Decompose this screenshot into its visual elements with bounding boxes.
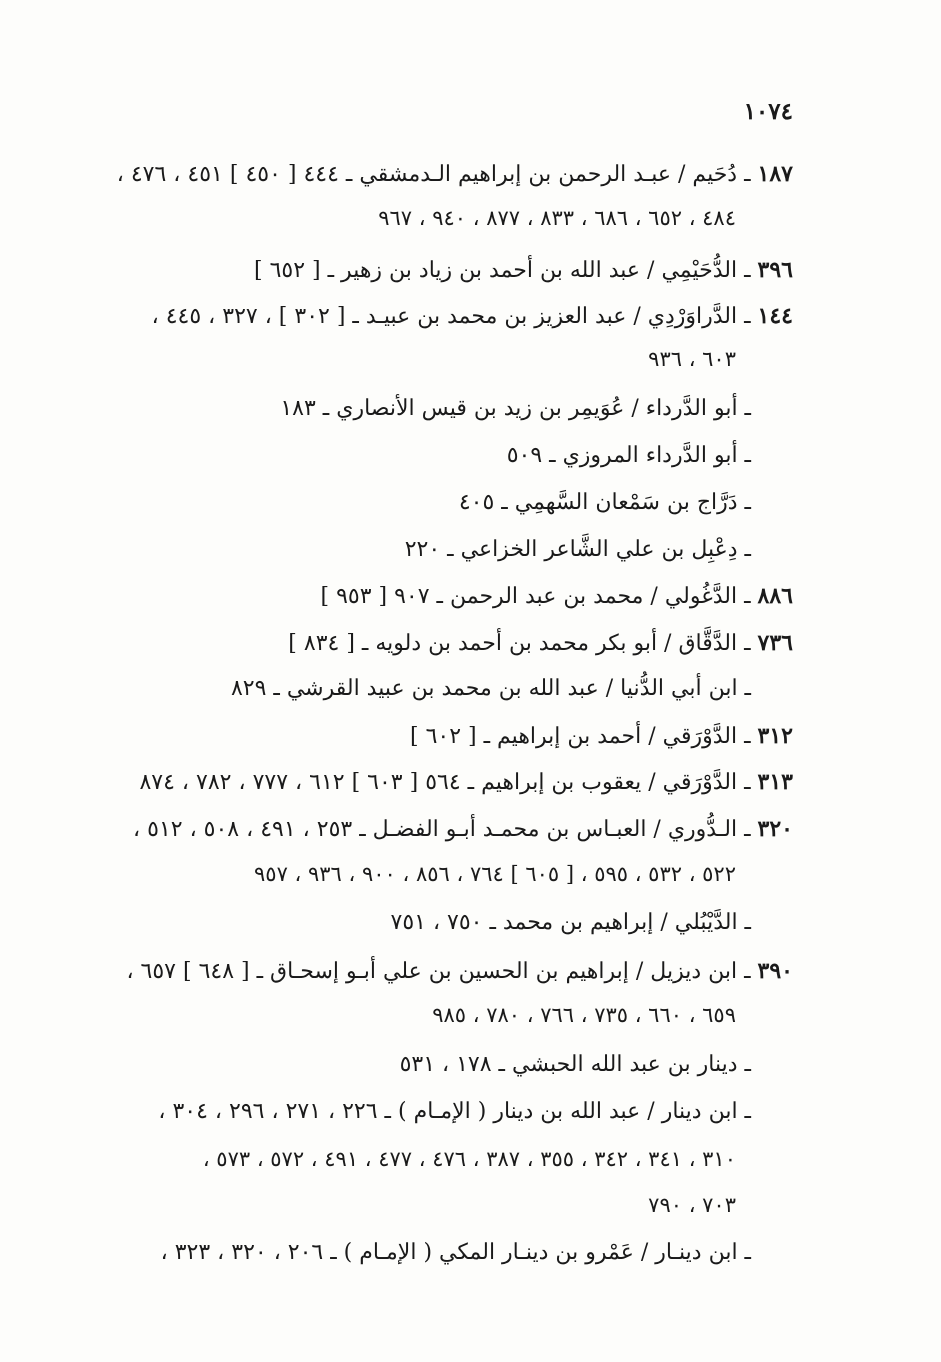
entry-line xyxy=(280,392,751,426)
entry-text: ٦٠٣ ، ٩٣٦ xyxy=(648,347,736,371)
entry-number: ١٤٤ xyxy=(757,303,793,329)
entry-line xyxy=(507,439,751,473)
entry-number: ٣٢٠ xyxy=(757,816,793,842)
entry-text: ـ ابن دينـار / عَمْرو بن دينـار المكي ( الإمـام ) ـ ٢٠٦ ، ٣٢٠ ، ٣٢٣ ، xyxy=(160,1240,751,1265)
entry-text: ٣١٠ ، ٣٤١ ، ٣٤٢ ، ٣٥٥ ، ٣٨٧ ، ٤٧٦ ، ٤٧٧ ، ٤٩١ ، ٥٧٢ ، ٥٧٣ ، xyxy=(202,1147,736,1171)
entry-line xyxy=(231,672,751,706)
entry-line xyxy=(254,253,793,287)
entry-line xyxy=(158,1095,751,1129)
entry-text: ٧٠٣ ، ٧٩٠ xyxy=(648,1193,736,1217)
entry-line xyxy=(400,1048,751,1082)
entry-number: ١٨٧ xyxy=(757,161,793,187)
entry-text: ـ الدَّيْبُلي / إبراهيم بن محمد ـ ٧٥٠ ، ٧٥١ xyxy=(390,910,751,935)
entry-number: ٧٣٦ xyxy=(757,630,793,656)
entry-continuation xyxy=(648,342,736,376)
entry-text: ـ دَرَّاج بن سَمْعان السَّهمِي ـ ٤٠٥ xyxy=(458,490,751,515)
entry-number: ٣٩٠ xyxy=(757,958,793,984)
entry-number: ٨٨٦ xyxy=(757,583,793,609)
entry-line xyxy=(133,812,793,846)
entry-text: ـ الدَّوْرَقي / أحمد بن إبراهيم ـ [ ٦٠٢ ] xyxy=(410,724,758,749)
entry-continuation xyxy=(378,201,736,235)
entry-continuation xyxy=(254,857,736,891)
entry-text: ـ ابن أبي الدُّنيا / عبد الله بن محمد بن عبيد القرشي ـ ٨٢٩ xyxy=(230,676,751,701)
entry-line xyxy=(139,765,793,799)
entry-number: ٣١٢ xyxy=(757,723,793,749)
entry-text: ـ الـدُّوري / العبـاس بن محمـد أبـو الفضـل ـ ٢٥٣ ، ٤٩١ ، ٥٠٨ ، ٥١٢ ، xyxy=(133,817,758,842)
entry-text: ـ ابن دينار / عبد الله بن دينار ( الإمـام ) ـ ٢٢٦ ، ٢٧١ ، ٢٩٦ ، ٣٠٤ ، xyxy=(158,1099,751,1124)
entry-text: ٤٨٤ ، ٦٥٢ ، ٦٨٦ ، ٨٣٣ ، ٨٧٧ ، ٩٤٠ ، ٩٦٧ xyxy=(378,206,736,230)
entry-text: ـ دُحَيم / عبـد الرحمن بن إبراهيم الـدمشقي ـ ٤٤٤ [ ٤٥٠ ] ٤٥١ ، ٤٧٦ ، xyxy=(116,162,758,187)
entry-text: ـ أبو الدَّرداء / عُوَيمِر بن زيد بن قيس الأنصاري ـ ١٨٣ xyxy=(280,396,751,421)
entry-text: ٥٢٢ ، ٥٣٢ ، ٥٩٥ ، [ ٦٠٥ ] ٧٦٤ ، ٨٥٦ ، ٩٠٠ ، ٩٣٦ ، ٩٥٧ xyxy=(254,862,736,886)
entry-text: ٦٥٩ ، ٦٦٠ ، ٧٣٥ ، ٧٦٦ ، ٧٨٠ ، ٩٨٥ xyxy=(432,1003,736,1027)
entry-line xyxy=(288,626,793,660)
entry-text: ـ الدَّقَّاق / أبو بكر محمد بن أحمد بن دلويه ـ [ ٨٣٤ ] xyxy=(288,631,758,656)
entry-line xyxy=(161,1236,751,1270)
entry-line xyxy=(126,954,793,988)
entry-text: ـ أبو الدَّرداء المروزي ـ ٥٠٩ xyxy=(506,443,751,468)
entry-continuation xyxy=(203,1142,736,1176)
entry-text: ـ ابن ديزيل / إبراهيم بن الحسين بن علي أبـو إسحـاق ـ [ ٦٤٨ ] ٦٥٧ ، xyxy=(126,959,758,984)
entry-text: ـ دِعْبِل بن علي الشَّاعر الخزاعي ـ ٢٢٠ xyxy=(404,537,751,562)
entry-continuation xyxy=(432,998,736,1032)
page-number: ١٠٧٤ xyxy=(743,98,793,125)
entry-continuation xyxy=(648,1188,736,1222)
entry-number: ٣٩٦ xyxy=(757,257,793,283)
entry-line xyxy=(321,579,794,613)
entry-line xyxy=(410,719,793,753)
entry-text: ـ الدَّراوَرْدِي / عبد العزيز بن محمد بن عبيـد ـ [ ٣٠٢ ] ، ٣٢٧ ، ٤٤٥ ، xyxy=(151,304,758,329)
entry-text: ـ الدَّوْرَقي / يعقوب بن إبراهيم ـ ٥٦٤ [ ٦٠٣ ] ٦١٢ ، ٧٧٧ ، ٧٨٢ ، ٨٧٤ xyxy=(139,770,758,795)
entry-line xyxy=(459,486,751,520)
entry-number: ٣١٣ xyxy=(757,769,793,795)
entry-line xyxy=(391,906,752,940)
entry-text: ـ الدُّحَيْمِي / عبد الله بن أحمد بن زياد بن زهير ـ [ ٦٥٢ ] xyxy=(254,258,758,283)
entry-text: ـ دينار بن عبد الله الحبشي ـ ١٧٨ ، ٥٣١ xyxy=(399,1052,751,1077)
entry-line xyxy=(117,157,793,191)
entry-text: ـ الدَّغُولي / محمد بن عبد الرحمن ـ ٩٠٧ [ ٩٥٣ ] xyxy=(320,584,758,609)
entry-line xyxy=(405,533,751,567)
entry-line xyxy=(152,299,793,333)
